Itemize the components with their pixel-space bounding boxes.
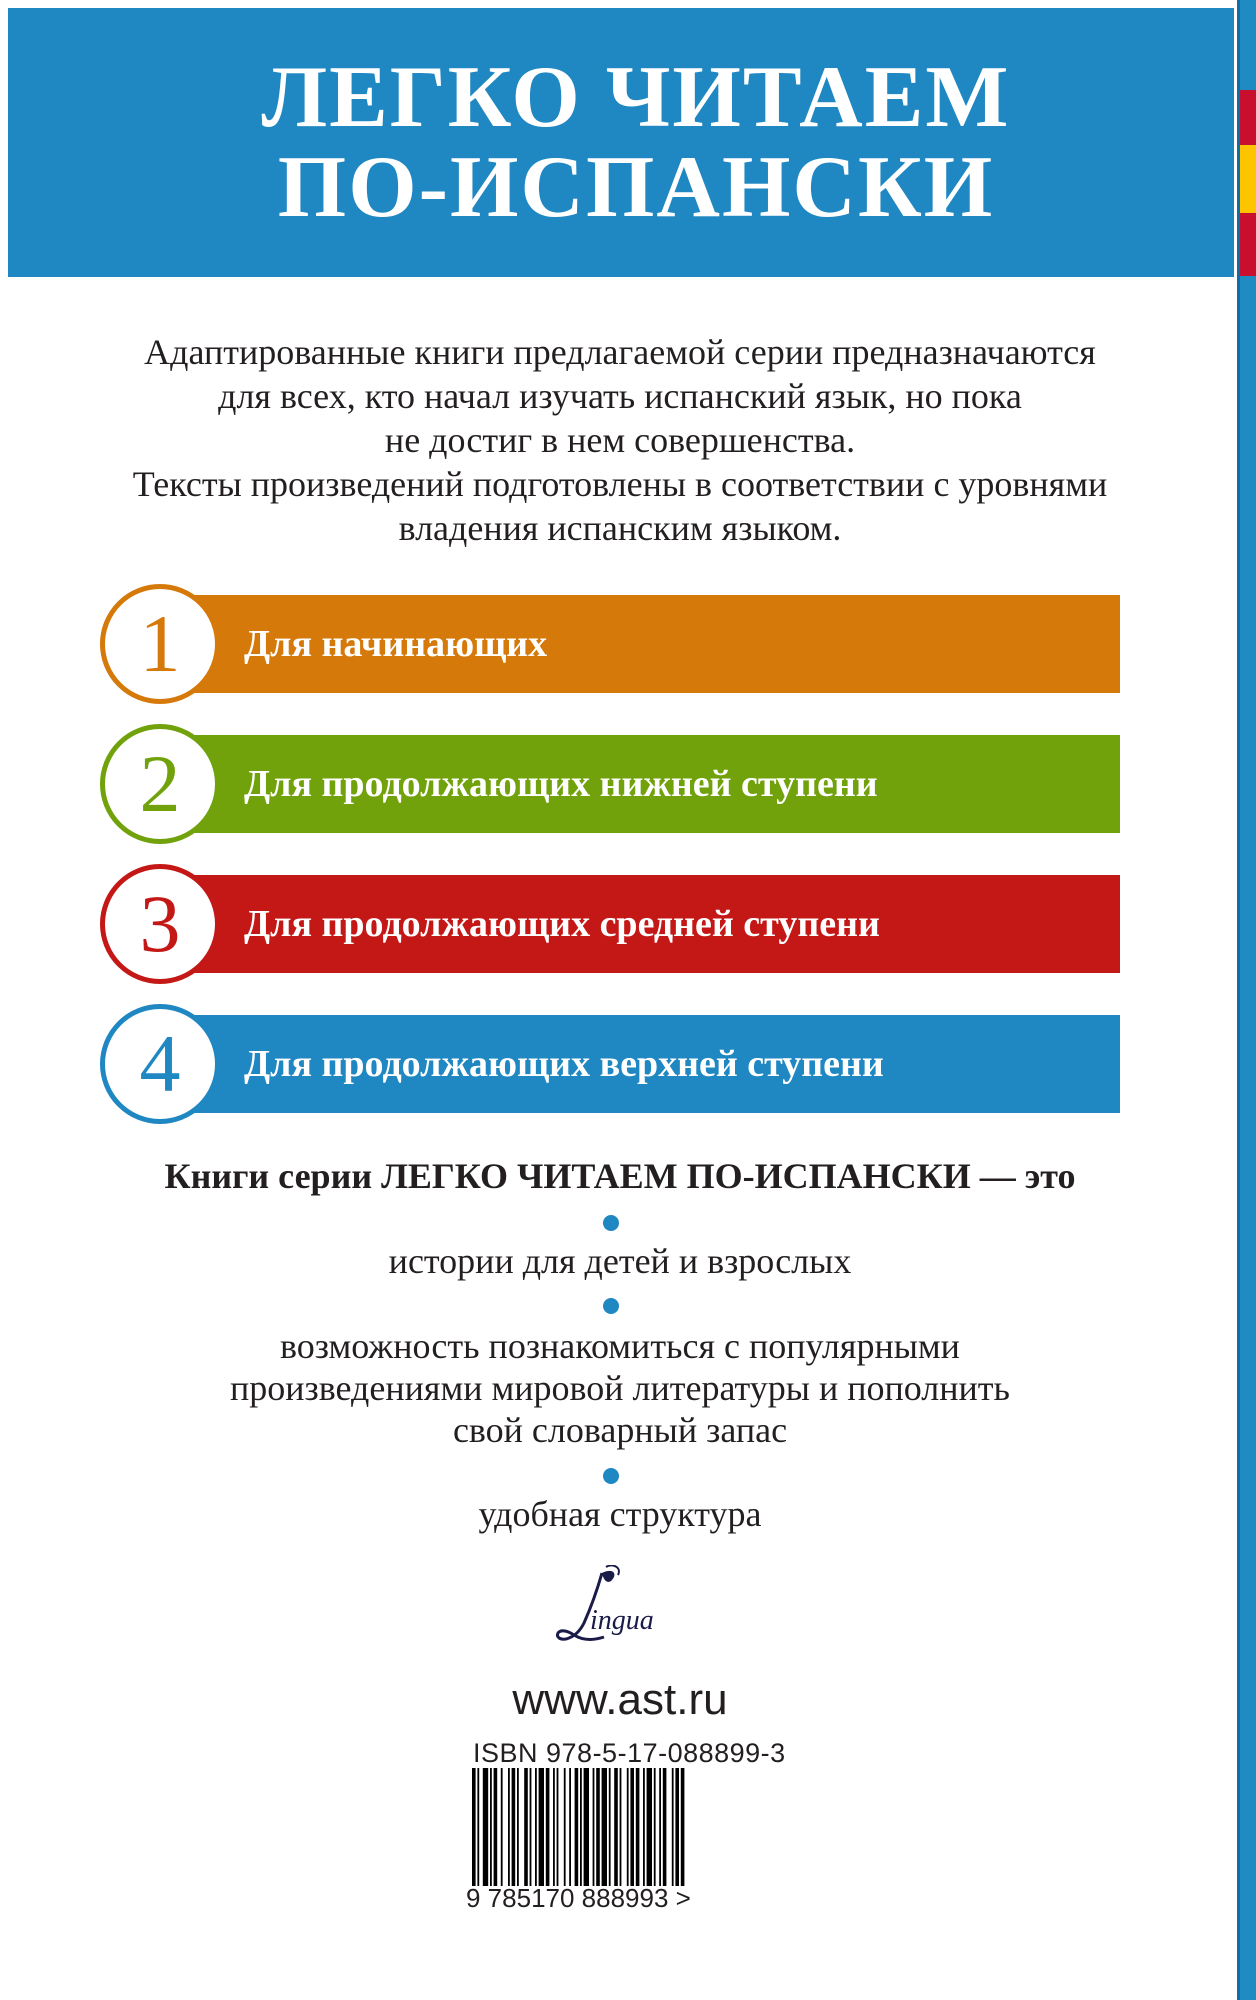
barcode-bar: [535, 1768, 537, 1886]
feature-line: возможность познакомиться с популярными: [280, 1326, 960, 1366]
barcode-bar: [490, 1768, 492, 1886]
level-number-badge-3: 3: [100, 864, 220, 984]
barcode-bar: [517, 1768, 519, 1886]
intro-line: владения испанским языком.: [398, 508, 842, 548]
barcode-bar: [553, 1768, 555, 1886]
barcode-bar: [663, 1768, 667, 1886]
level-bar-3: [160, 875, 1120, 973]
barcode-bar: [483, 1768, 488, 1886]
barcode-bar: [546, 1768, 550, 1886]
barcode-bar: [596, 1768, 600, 1886]
series-title-line2: ПО-ИСПАНСКИ: [277, 138, 995, 236]
barcode-bar: [501, 1768, 503, 1886]
barcode-bar: [584, 1768, 589, 1886]
barcode-bar: [593, 1768, 595, 1886]
barcode-bar: [627, 1768, 629, 1886]
intro-line: Тексты произведений подготовлены в соответствии с уровнями: [132, 464, 1108, 504]
intro-paragraph: [60, 330, 1180, 550]
level-bar-2: [160, 735, 1120, 833]
barcode-bar: [494, 1768, 498, 1886]
bullet-dot-icon: [603, 1468, 619, 1484]
side-stripe-edge: [1237, 0, 1240, 2000]
level-bar-1: [160, 595, 1120, 693]
barcode-bar: [602, 1768, 607, 1886]
feature-line: произведениями мировой литературы и пополнить: [230, 1368, 1010, 1408]
feature-item: [60, 1240, 1180, 1282]
series-title-line1: ЛЕГКО ЧИТАЕМ: [261, 48, 1011, 146]
level-label: Для продолжающих нижней ступени: [244, 763, 878, 805]
intro-line: не достиг в нем совершенства.: [384, 420, 856, 460]
barcode-bar: [530, 1768, 532, 1886]
series-features-heading: Книги серии ЛЕГКО ЧИТАЕМ ПО-ИСПАНСКИ — это: [164, 1156, 1076, 1196]
level-label: Для продолжающих верхней ступени: [244, 1043, 884, 1085]
level-bar-4: [160, 1015, 1120, 1113]
feature-line: свой словарный запас: [452, 1410, 788, 1450]
barcode-bar: [580, 1768, 582, 1886]
level-label: Для начинающих: [244, 623, 548, 665]
level-label: Для продолжающих средней ступени: [244, 903, 880, 945]
series-header: [8, 8, 1234, 277]
intro-line: Адаптированные книги предлагаемой серии предназначаются: [144, 332, 1096, 372]
feature-item: [60, 1493, 1180, 1535]
feature-item: [60, 1325, 1180, 1451]
level-number-badge-1: 1: [100, 584, 220, 704]
flag-yellow: [1240, 145, 1256, 213]
barcode-bar: [512, 1768, 516, 1886]
barcode-bar: [539, 1768, 544, 1886]
barcode-bar: [659, 1768, 661, 1886]
barcode-bar: [609, 1768, 611, 1886]
barcode-bar: [630, 1768, 634, 1886]
flag-red-bottom: [1240, 213, 1256, 276]
barcode-bar: [508, 1768, 510, 1886]
barcode-bar: [569, 1768, 571, 1886]
barcode-bar: [575, 1768, 579, 1886]
isbn-number: ISBN 978-5-17-088899-3: [473, 1738, 786, 1768]
barcode-bar: [564, 1768, 566, 1886]
publisher-website: www.ast.ru: [512, 1675, 728, 1724]
intro-line: для всех, кто начал изучать испанский язык, но пока: [218, 376, 1022, 416]
barcode-bar: [647, 1768, 652, 1886]
barcode-bar: [681, 1768, 685, 1886]
barcode-bar: [636, 1768, 640, 1886]
barcode-image: [470, 1768, 750, 1886]
bullet-dot-icon: [603, 1298, 619, 1314]
bullet-dot-icon: [603, 1215, 619, 1231]
publisher-logo-text: ingua: [590, 1605, 654, 1636]
barcode-digits: 9 785170 888993 >: [466, 1883, 691, 1913]
flag-red-top: [1240, 90, 1256, 145]
barcode-bar: [472, 1768, 476, 1886]
level-number-badge-4: 4: [100, 1004, 220, 1124]
level-number-badge-2: 2: [100, 724, 220, 844]
feature-line: удобная структура: [478, 1494, 762, 1534]
barcode-bar: [614, 1768, 618, 1886]
feature-line: истории для детей и взрослых: [388, 1241, 852, 1281]
barcode-bar: [672, 1768, 674, 1886]
barcode-bar: [477, 1768, 479, 1886]
barcode-bar: [643, 1768, 645, 1886]
barcode-bar: [654, 1768, 656, 1886]
barcode-bar: [524, 1768, 528, 1886]
barcode-bar: [557, 1768, 559, 1886]
barcode-bar: [675, 1768, 679, 1886]
barcode-bar: [620, 1768, 622, 1886]
